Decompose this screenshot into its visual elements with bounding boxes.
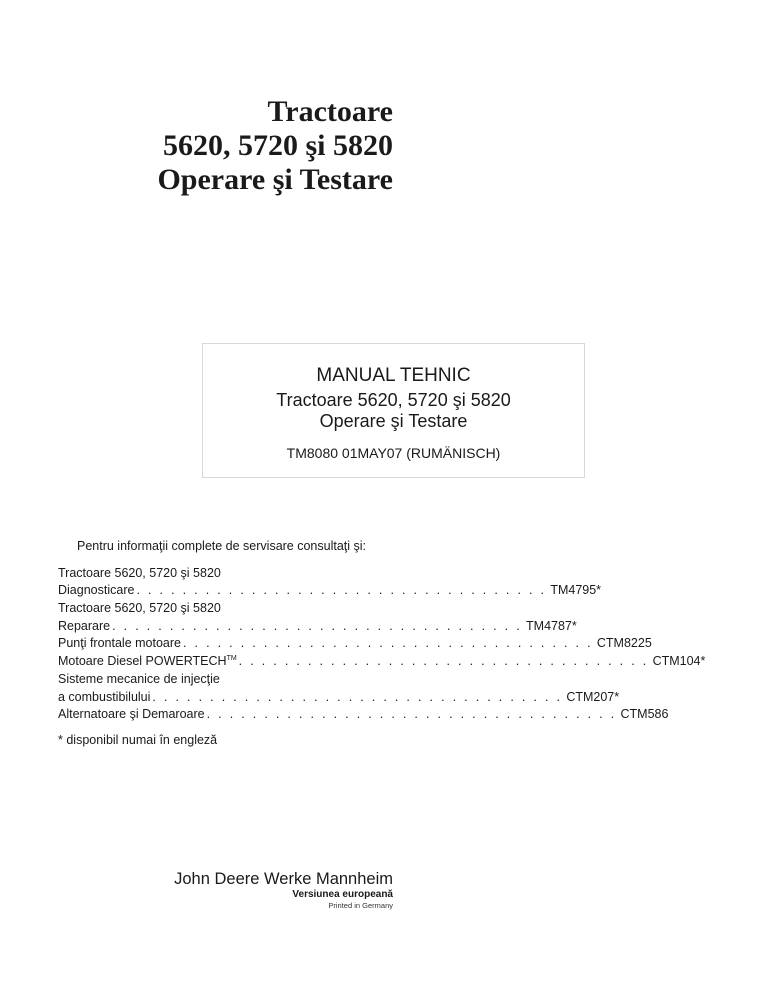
title-line-1: Tractoare [267, 95, 393, 128]
reference-code: CTM104* [652, 654, 706, 669]
reference-intro: Pentru informaţii complete de servisare consultaţi şi: [77, 539, 367, 553]
leader-dots: . . . . . . . . . . . . . . . . . . . . . . . . . . . . . . . . . . . . [136, 583, 547, 598]
leader-dots: . . . . . . . . . . . . . . . . . . . . . . . . . . . . . . . . . . . . [152, 689, 563, 704]
reference-name: Reparare [58, 618, 111, 633]
leader-dots: . . . . . . . . . . . . . . . . . . . . . . . . . . . . . . . . . . . . [238, 654, 649, 669]
manual-code: TM8080 01MAY07 (RUMÄNISCH) [286, 445, 501, 461]
reference-name: a combustibilului [58, 689, 151, 704]
printed-in: Printed in Germany [328, 901, 393, 910]
reference-prefix-line: Sisteme mecanice de injecţie [58, 671, 220, 686]
availability-note: * disponibil numai în engleză [58, 732, 218, 747]
title-line-2: 5620, 5720 şi 5820 [162, 129, 393, 162]
reference-entry [58, 689, 620, 707]
title-line-3: Operare şi Testare [157, 163, 393, 196]
reference-prefix-line: Tractoare 5620, 5720 şi 5820 [58, 601, 221, 616]
reference-code: CTM8225 [596, 636, 652, 651]
leader-dots: . . . . . . . . . . . . . . . . . . . . . . . . . . . . . . . . . . . . [206, 707, 617, 722]
reference-list [58, 538, 706, 750]
publisher-block [174, 870, 393, 911]
reference-code: TM4787* [526, 618, 577, 633]
reference-entry [58, 618, 577, 636]
reference-entry [58, 653, 706, 671]
manual-subtitle-line-2: Operare şi Testare [319, 411, 468, 431]
reference-code: TM4795* [550, 583, 602, 598]
reference-code: CTM586 [620, 707, 669, 722]
manual-heading: MANUAL TEHNIC [316, 365, 471, 386]
manual-subtitle-line-1: Tractoare 5620, 5720 şi 5820 [276, 390, 511, 410]
reference-prefix-line: Tractoare 5620, 5720 şi 5820 [58, 565, 221, 580]
reference-name: Diagnosticare [58, 583, 135, 598]
leader-dots: . . . . . . . . . . . . . . . . . . . . . . . . . . . . . . . . . . . . [183, 636, 593, 651]
reference-name: Punţi frontale motoare [58, 636, 181, 651]
manual-subtitle [203, 390, 584, 432]
publisher-company: John Deere Werke Mannheim [174, 870, 393, 888]
reference-name: Motoare Diesel POWERTECH™ [58, 654, 237, 669]
publisher-edition: Versiunea europeană [292, 889, 393, 900]
reference-entry [58, 635, 652, 653]
document-title [157, 95, 393, 197]
reference-name: Alternatoare şi Demaroare [58, 707, 205, 722]
reference-code: CTM207* [566, 689, 620, 704]
reference-entry [58, 706, 669, 724]
manual-info-box [202, 343, 585, 478]
trademark-mark: TM [226, 654, 237, 662]
leader-dots: . . . . . . . . . . . . . . . . . . . . . . . . . . . . . . . . . . . . [112, 618, 523, 633]
reference-entry [58, 582, 602, 600]
